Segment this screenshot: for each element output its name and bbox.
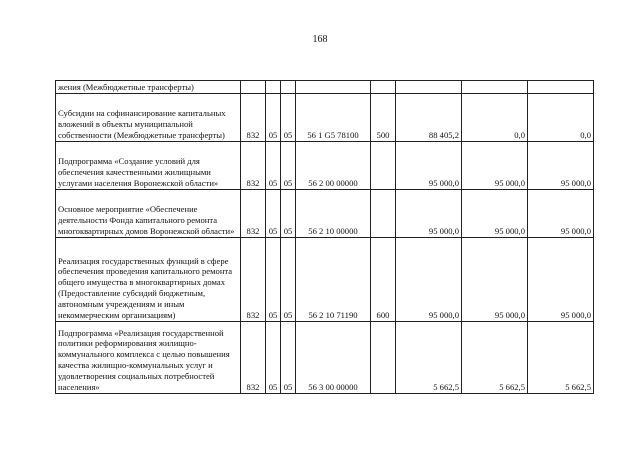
row-sum1: 5 662,5 — [396, 322, 462, 394]
row-grbs: 832 — [241, 238, 266, 322]
row-grbs: 832 — [241, 142, 266, 190]
row-pr: 05 — [281, 322, 296, 394]
table-row — [56, 81, 594, 94]
row-pr — [281, 81, 296, 94]
row-rz: 05 — [266, 322, 281, 394]
row-sum1: 88 405,2 — [396, 94, 462, 142]
row-sum1: 95 000,0 — [396, 238, 462, 322]
row-sum1: 95 000,0 — [396, 190, 462, 238]
row-vr — [371, 142, 396, 190]
row-grbs: 832 — [241, 322, 266, 394]
row-sum2: 0,0 — [462, 94, 528, 142]
row-pr: 05 — [281, 238, 296, 322]
row-csr — [296, 81, 371, 94]
row-vr: 500 — [371, 94, 396, 142]
row-name: Основное мероприятие «Обеспечение деятельности Фонда капитального ремонта многоквартирных домов Воронежской области» — [56, 190, 241, 238]
row-grbs — [241, 81, 266, 94]
row-name: Подпрограмма «Реализация государственной политики реформирования жилищно-коммунального комплекса с целью повышения качества жилищно-коммунальных услуг и удовлетворения социальных потребностей населения» — [56, 322, 241, 394]
table-row — [56, 322, 594, 394]
row-rz: 05 — [266, 94, 281, 142]
row-sum2 — [462, 81, 528, 94]
row-name: Реализация государственных функций в сфере обеспечения проведения капитального ремонта общего имущества в многоквартирных домах (Предоставление субсидий бюджетным, автономным учреждениям и иным некоммерческим организациям) — [56, 238, 241, 322]
row-sum1: 95 000,0 — [396, 142, 462, 190]
table-row — [56, 142, 594, 190]
budget-table — [55, 80, 594, 394]
row-sum3 — [528, 81, 594, 94]
row-sum2: 5 662,5 — [462, 322, 528, 394]
row-sum2: 95 000,0 — [462, 238, 528, 322]
row-pr: 05 — [281, 94, 296, 142]
table-row — [56, 94, 594, 142]
page-number: 168 — [312, 34, 328, 45]
row-sum2: 95 000,0 — [462, 190, 528, 238]
row-rz: 05 — [266, 142, 281, 190]
row-csr: 56 2 10 71190 — [296, 238, 371, 322]
row-name: Субсидии на софинансирование капитальных вложений в объекты муниципальной собственности (Межбюджетные трансферты) — [56, 94, 241, 142]
row-sum3: 0,0 — [528, 94, 594, 142]
row-rz: 05 — [266, 238, 281, 322]
table-row — [56, 238, 594, 322]
row-sum3: 95 000,0 — [528, 142, 594, 190]
row-name: Подпрограмма «Создание условий для обеспечения качественными жилищными услугами населения Воронежской области» — [56, 142, 241, 190]
row-grbs: 832 — [241, 190, 266, 238]
row-pr: 05 — [281, 142, 296, 190]
row-csr: 56 2 00 00000 — [296, 142, 371, 190]
row-sum2: 95 000,0 — [462, 142, 528, 190]
row-sum1 — [396, 81, 462, 94]
row-rz — [266, 81, 281, 94]
row-vr — [371, 190, 396, 238]
row-csr: 56 3 00 00000 — [296, 322, 371, 394]
row-vr — [371, 322, 396, 394]
row-sum3: 95 000,0 — [528, 190, 594, 238]
row-name: жения (Межбюджетные трансферты) — [56, 81, 241, 94]
row-csr: 56 1 G5 78100 — [296, 94, 371, 142]
table-row — [56, 190, 594, 238]
row-pr: 05 — [281, 190, 296, 238]
row-grbs: 832 — [241, 94, 266, 142]
row-csr: 56 2 10 00000 — [296, 190, 371, 238]
row-vr: 600 — [371, 238, 396, 322]
row-vr — [371, 81, 396, 94]
row-sum3: 95 000,0 — [528, 238, 594, 322]
row-rz: 05 — [266, 190, 281, 238]
row-sum3: 5 662,5 — [528, 322, 594, 394]
